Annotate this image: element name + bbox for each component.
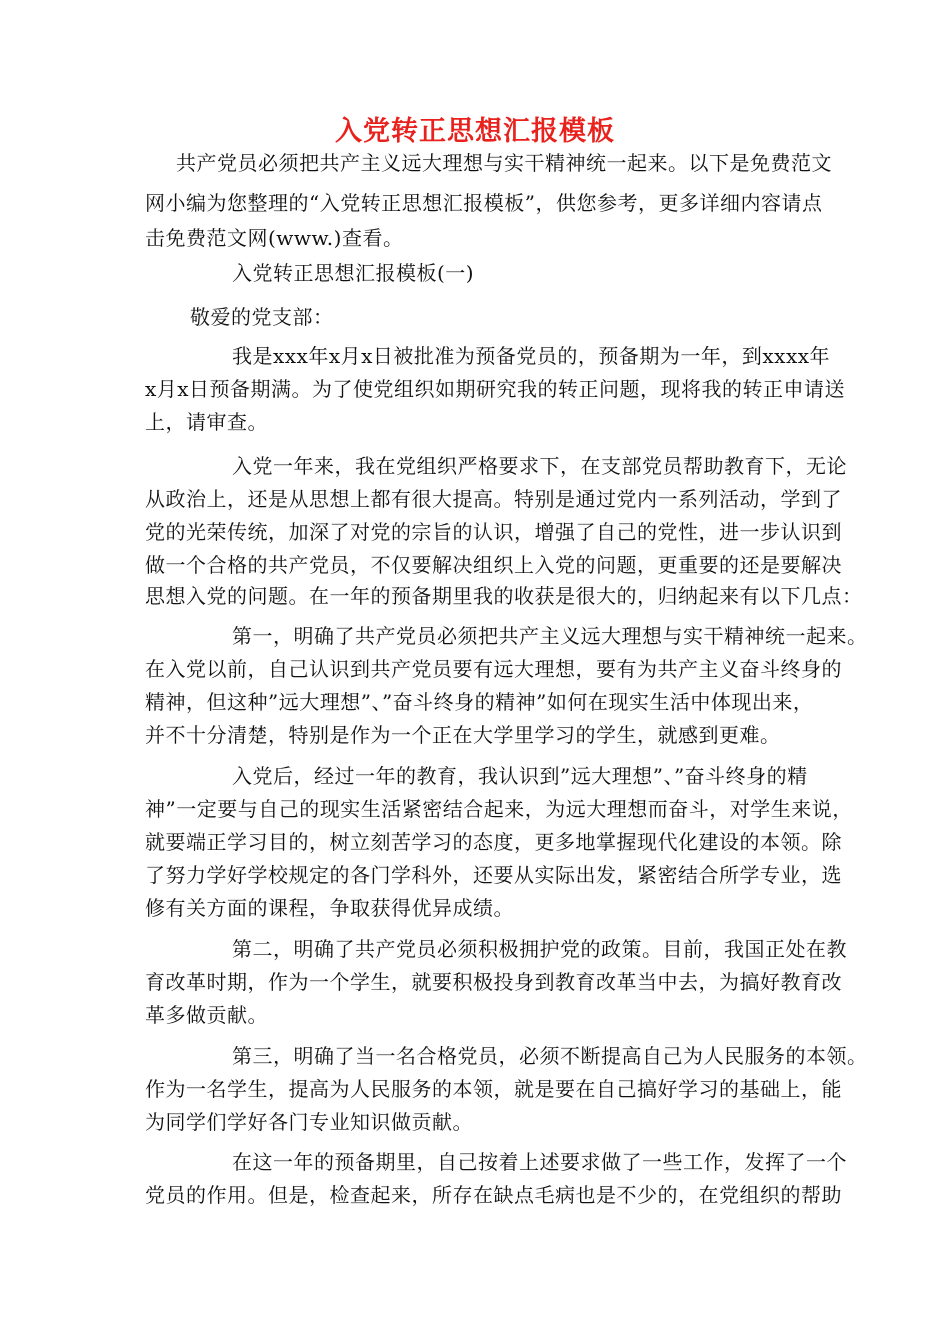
paragraph-line: 在入党以前，自己认识到共产党员要有远大理想，要有为共产主义奋斗终身的: [145, 657, 842, 681]
paragraph-line: 做一个合格的共产党员，不仅要解决组织上入党的问题，更重要的还是要解决: [145, 553, 842, 577]
paragraph-line: 革多做贡献。: [145, 1003, 268, 1027]
paragraph-line: 击免费范文网(www.)查看。: [145, 226, 404, 250]
salutation: 敬爱的党支部：: [190, 305, 334, 329]
paragraph-line: 第一，明确了共产党员必须把共产主义远大理想与实干精神统一起来。: [232, 624, 868, 648]
paragraph-line: 上，请审查。: [145, 410, 268, 434]
paragraph-line: 了努力学好学校规定的各门学科外，还要从实际出发，紧密结合所学专业，选: [145, 863, 842, 887]
paragraph-line: 修有关方面的课程，争取获得优异成绩。: [145, 896, 514, 920]
document-title: 入党转正思想汇报模板: [335, 116, 615, 147]
paragraph-line: 从政治上，还是从思想上都有很大提高。特别是通过党内一系列活动，学到了: [145, 487, 842, 511]
paragraph-line: 为同学们学好各门专业知识做贡献。: [145, 1110, 473, 1134]
paragraph-line: 第三，明确了当一名合格党员，必须不断提高自己为人民服务的本领。: [232, 1044, 868, 1068]
paragraph-line: 党员的作用。但是，检查起来，所存在缺点毛病也是不少的，在党组织的帮助: [145, 1183, 842, 1207]
paragraph-line: 入党一年来，我在党组织严格要求下，在支部党员帮助教育下，无论: [232, 454, 847, 478]
paragraph-line: 就要端正学习目的，树立刻苦学习的态度，更多地掌握现代化建设的本领。除: [145, 830, 842, 854]
paragraph-line: x月x日预备期满。为了使党组织如期研究我的转正问题，现将我的转正申请送: [145, 377, 846, 401]
paragraph-line: 在这一年的预备期里，自己按着上述要求做了一些工作，发挥了一个: [232, 1150, 847, 1174]
paragraph-line: 网小编为您整理的“入党转正思想汇报模板”，供您参考，更多详细内容请点: [145, 191, 823, 215]
paragraph-line: 精神，但这种”远大理想”、”奋斗终身的精神”如何在现实生活中体现出来，: [145, 690, 814, 714]
paragraph-line: 党的光荣传统，加深了对党的宗旨的认识，增强了自己的党性，进一步认识到: [145, 520, 842, 544]
paragraph-line: 神”一定要与自己的现实生活紧密结合起来，为远大理想而奋斗，对学生来说，: [145, 797, 853, 821]
paragraph-line: 并不十分清楚，特别是作为一个正在大学里学习的学生，就感到更难。: [145, 723, 781, 747]
section-heading: 入党转正思想汇报模板(一): [232, 261, 475, 285]
paragraph-line: 思想入党的问题。在一年的预备期里我的收获是很大的，归纳起来有以下几点：: [145, 584, 863, 608]
paragraph-line: 作为一名学生，提高为人民服务的本领，就是要在自己搞好学习的基础上，能: [145, 1077, 842, 1101]
paragraph-line: 第二，明确了共产党员必须积极拥护党的政策。目前，我国正处在教: [232, 937, 847, 961]
paragraph-line: 共产党员必须把共产主义远大理想与实干精神统一起来。以下是免费范文: [176, 151, 832, 175]
paragraph-line: 育改革时期，作为一个学生，就要积极投身到教育改革当中去，为搞好教育改: [145, 970, 842, 994]
paragraph-line: 我是xxx年x月x日被批准为预备党员的，预备期为一年，到xxxx年: [232, 344, 831, 368]
paragraph-line: 入党后，经过一年的教育，我认识到”远大理想”、”奋斗终身的精: [232, 764, 808, 788]
